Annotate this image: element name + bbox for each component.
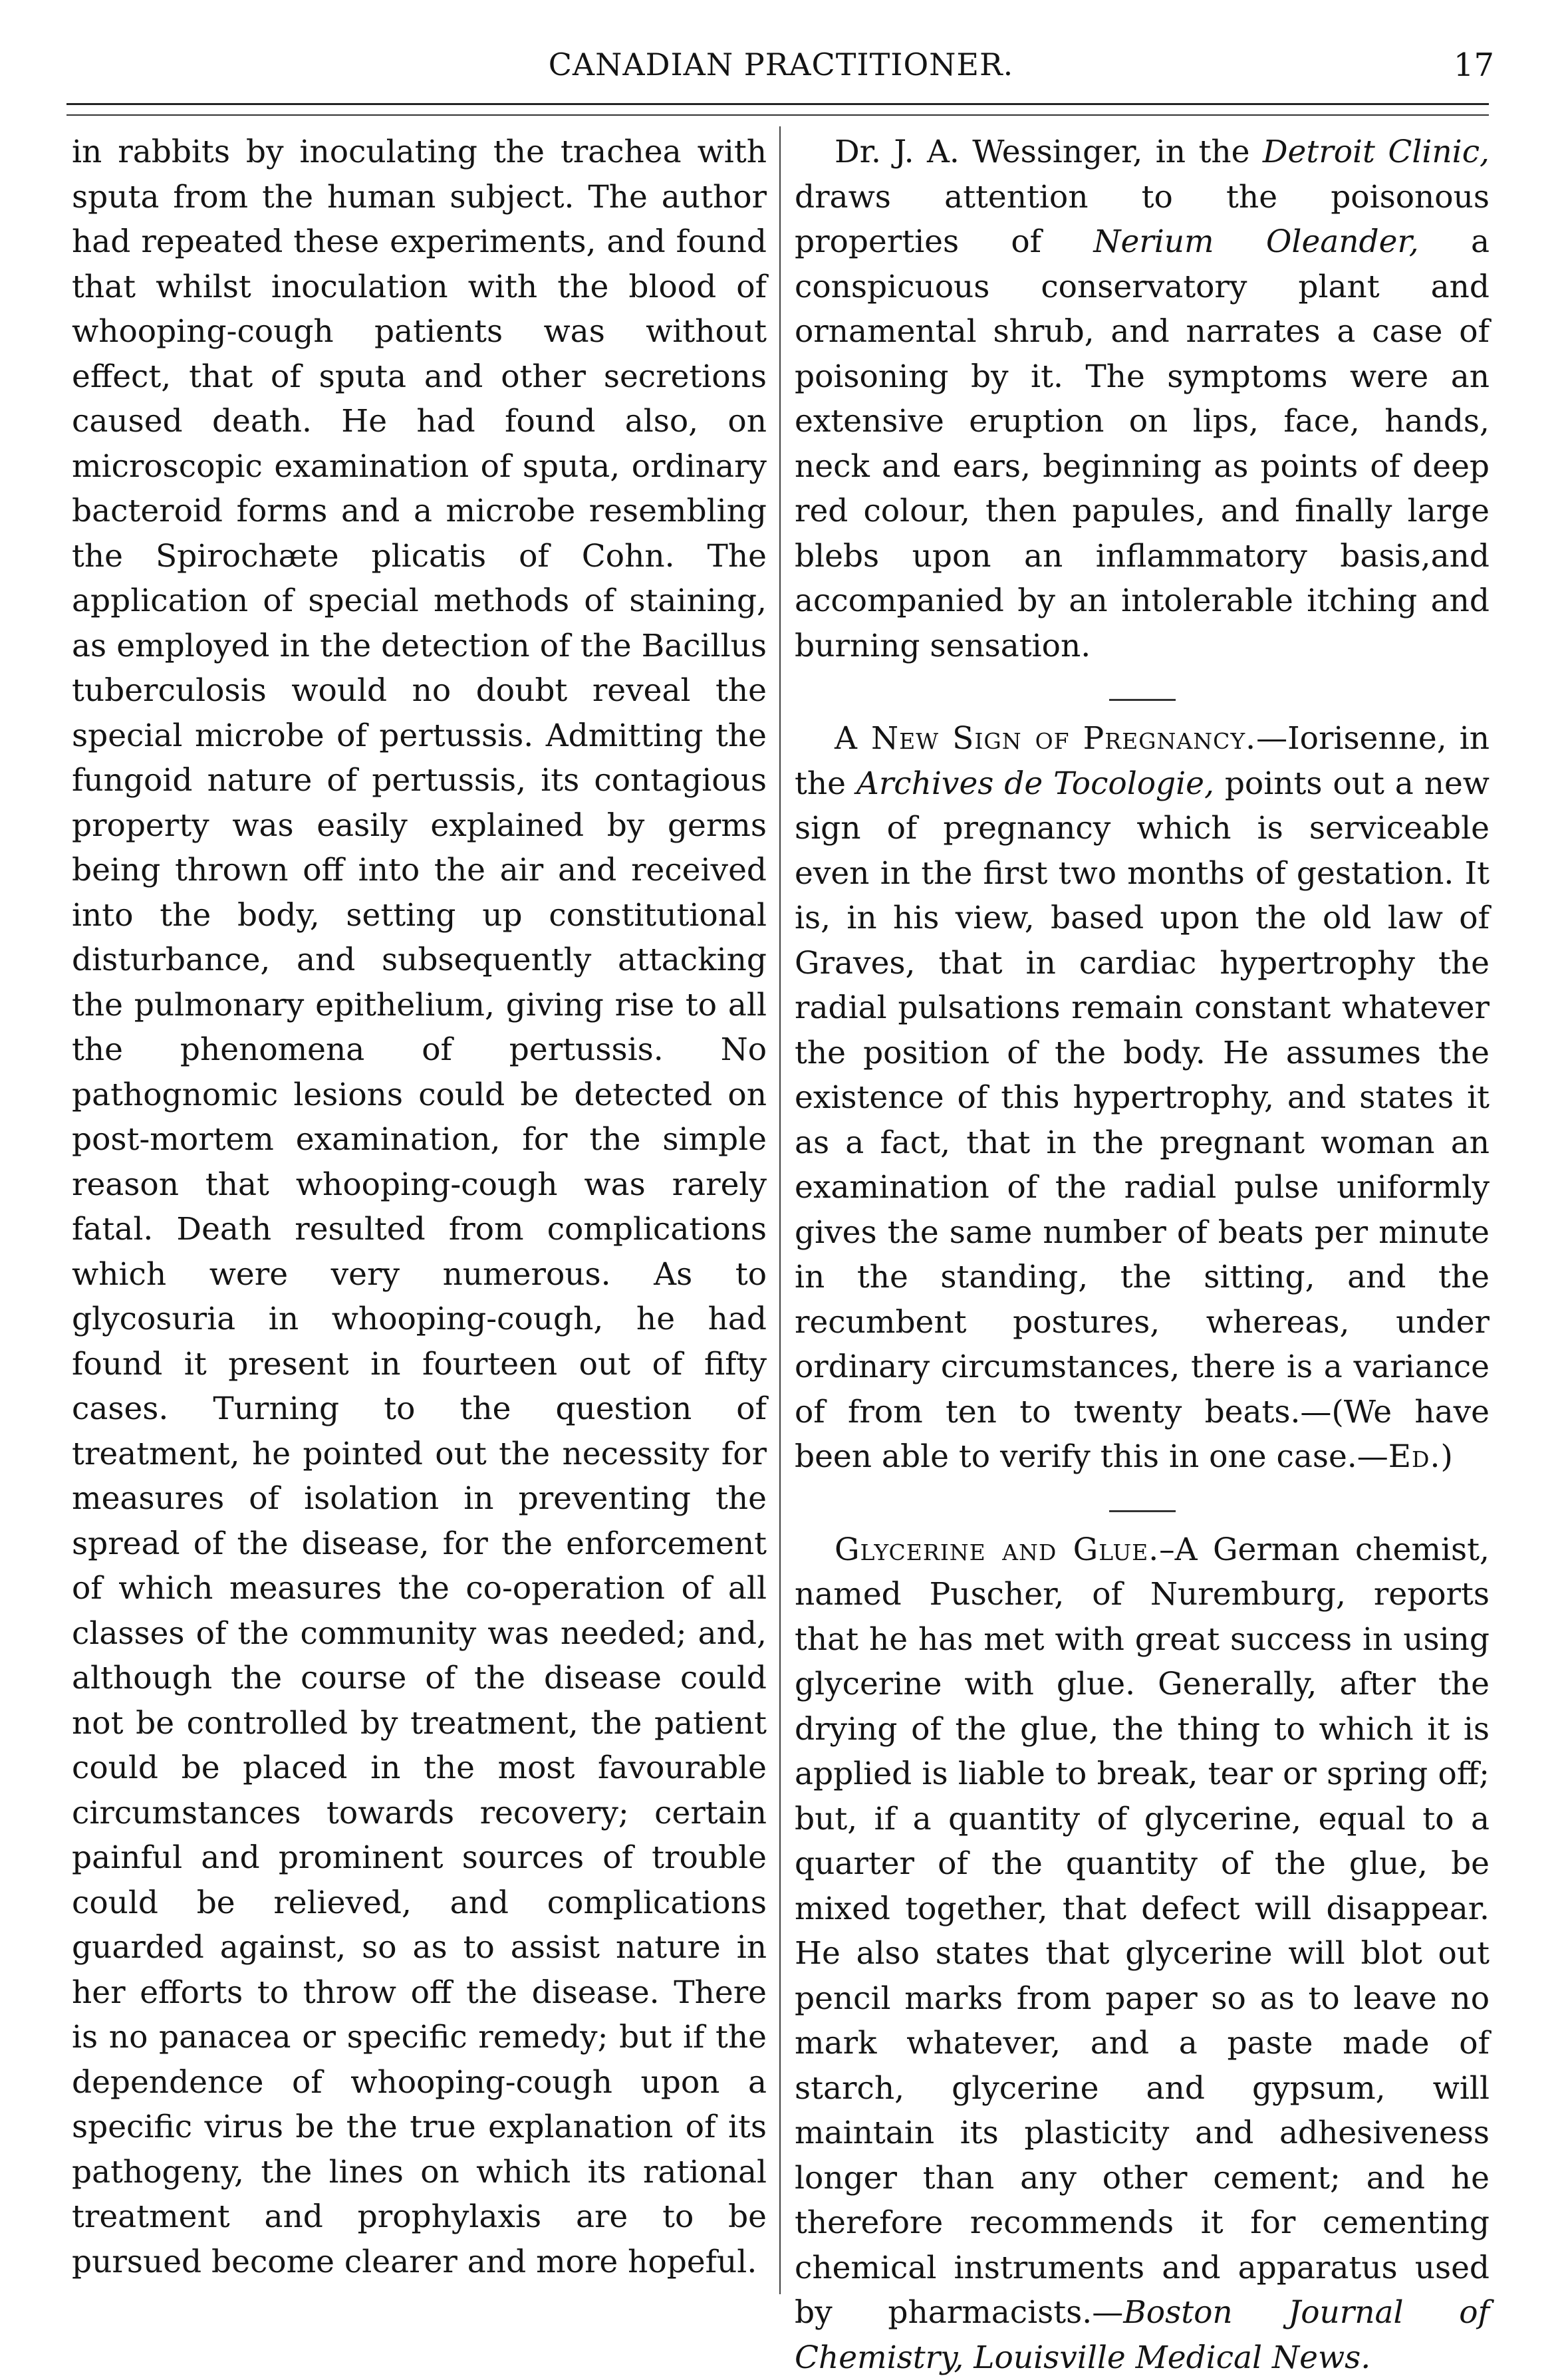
page-number: 17	[1454, 47, 1494, 84]
pregnancy-heading: A New Sign of Pregnancy.	[835, 720, 1256, 757]
oleander-body: a conspicuous conservatory plant and ornamental shrub, and narrates a case of poisoning by it. The symptoms were an extensive eruption on lips, face, hands, neck and ears, beginning as points of deep red colour, then papules, and finally large blebs upon an inflammatory basis,and accompanied by an intolerable itching and burning sensation.	[795, 223, 1490, 664]
editor-mark: Ed.	[1388, 1438, 1441, 1475]
glycerine-heading: Glycerine and Glue.	[835, 1531, 1159, 1568]
oleander-mid: draws attention to the poisonous properties of	[795, 179, 1490, 261]
running-title: CANADIAN PRACTITIONER.	[66, 47, 1496, 82]
oleander-journal: Detroit Clinic,	[1263, 134, 1490, 170]
left-column	[72, 130, 767, 2285]
pregnancy-journal: Archives de Tocologie,	[856, 765, 1214, 802]
column-divider	[779, 126, 781, 2294]
whooping-cough-paragraph: in rabbits by inoculating the trachea with sputa from the human subject. The author had repeated these experiments, and found that whilst inoculation with the blood of whooping-cough patients was without effect, that of sputa and other secretions caused death. He had found also, on microscopic examination of sputa, ordinary bacteroid forms and a microbe resembling the Spirochæte plicatis of Cohn. The application of special methods of staining, as employed in the detection of the Bacillus tuberculosis would no doubt reveal the special microbe of pertussis. Admitting the fungoid nature of pertussis, its contagious property was easily explained by germs being thrown off into the air and received into the body, setting up constitutional disturbance, and subsequently attacking the pulmonary epithelium, giving rise to all the phenomena of pertussis. No pathognomic lesions could be detected on post-mortem examination, for the simple reason that whooping-cough was rarely fatal. Death resulted from complications which were very numerous. As to glycosuria in whooping-cough, he had found it present in fourteen out of fifty cases. Turning to the question of treatment, he pointed out the necessity for measures of isolation in preventing the spread of the disease, for the enforcement of which measures the co-operation of all classes of the community was needed; and, although the course of the disease could not be controlled by treatment, the patient could be placed in the most favourable circumstances towards recovery; certain painful and prominent sources of trouble could be relieved, and complications guarded against, so as to assist nature in her efforts to throw off the disease. There is no panacea or specific remedy; but if the dependence of whooping-cough upon a specific virus be the true explanation of its pathogeny, the lines on which its rational treatment and prophylaxis are to be pursued become clearer and more hopeful.	[72, 130, 767, 2284]
glycerine-paragraph	[795, 1527, 1490, 2380]
pregnancy-body: points out a new sign of pregnancy which is serviceable even in the first two months of gestation. It is, in his view, based upon the old law of Graves, that in cardiac hypertrophy the radial pulsations remain constant whatever the position of the body. He assumes the existence of this hypertrophy, and states it as a fact, that in the pregnant woman an examination of the radial pulse uniformly gives the same number of beats per minute in the standing, the sitting, and the recumbent postures, whereas, under ordinary circumstances, there is a variance of from ten to twenty beats.—(We have been able to verify this in one case.—	[795, 765, 1490, 1476]
glycerine-sources: Boston Journal of Chemistry, Louisville Medical News.	[795, 2294, 1490, 2376]
pregnancy-paragraph	[795, 716, 1490, 1480]
right-column	[795, 130, 1490, 2285]
glycerine-body: –A German chemist, named Puscher, of Nuremburg, reports that he has met with great success in using glycerine with glue. Generally, after the drying of the glue, the thing to which it is applied is liable to break, tear or spring off; but, if a quantity of glycerine, equal to a quarter of the quantity of the glue, be mixed together, that defect will disappear. He also states that glycerine will blot out pencil marks from paper so as to leave no mark whatever, and a paste made of starch, glycerine and gypsum, will maintain its plasticity and adhesiveness longer than any other cement; and he therefore recommends it for cementing chemical instruments and apparatus used by pharmacists.—	[795, 1531, 1490, 2331]
page-header	[66, 47, 1496, 106]
oleander-paragraph	[795, 130, 1490, 668]
oleander-intro: Dr. J. A. Wessinger, in the	[835, 134, 1263, 170]
header-rule-secondary	[66, 114, 1489, 116]
oleander-plant: Nerium Oleander,	[1093, 223, 1418, 260]
header-rule	[66, 103, 1489, 105]
pregnancy-close: )	[1440, 1438, 1452, 1475]
section-separator	[795, 1501, 1490, 1504]
section-separator	[795, 690, 1490, 692]
pregnancy-lead: —Iorisenne, in the	[795, 720, 1490, 802]
